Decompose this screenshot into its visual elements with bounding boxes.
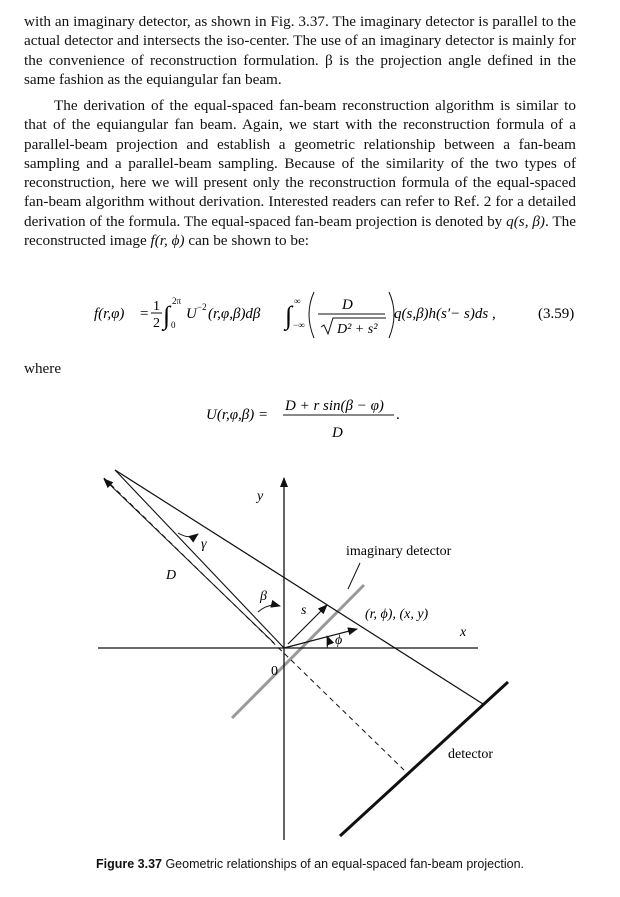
equations [0, 280, 620, 440]
eq-half-den: 2 [153, 316, 160, 331]
label-beta: β [260, 589, 267, 604]
eq-half-num: 1 [153, 299, 160, 314]
projection-symbol: q(s, β) [506, 212, 545, 230]
eq-u-args: (r,φ,β)dβ [208, 306, 261, 322]
where-label: where [24, 360, 62, 377]
eq-paren-left [309, 292, 314, 338]
imaginary-detector-line [232, 585, 364, 718]
eq-u-den: D [332, 425, 343, 440]
eq-integral-1: ∫ [163, 301, 171, 330]
label-phi: ϕ [335, 633, 343, 648]
paragraph-2-text-a: The derivation of the equal-spaced fan-beam reconstruction algorithm is similar to that of the equiangular fan beam. Again, we start with the reconstruction formula of a parallel-beam projection and establish a geometric relationship between a fan-beam sampling and a parallel-beam sampling. Because of the similarity of the two types of reconstruction, here we will present only the reconstruction formula of the equal-spaced fan-beam algorithm without derivation. Interested readers can refer to Ref. 2 for a detailed derivation of the formula. The equal-spaced fan-beam projection is denoted by [24, 97, 576, 230]
fan-ray [115, 470, 483, 704]
eq-int2-lower: −∞ [293, 320, 305, 330]
label-gamma: γ [201, 537, 207, 552]
eq-equals: = [140, 306, 149, 322]
eq-u-term: U [186, 306, 197, 322]
paragraph-2 [24, 96, 576, 250]
label-imaginary-detector: imaginary detector [346, 544, 452, 559]
fan-beam-diagram [0, 460, 620, 860]
eq-frac-den: D² + s² [337, 322, 378, 337]
label-origin: 0 [271, 664, 278, 679]
eq-u-exp: −2 [197, 302, 207, 312]
distance-arrow [104, 479, 274, 643]
phi-arc [327, 636, 328, 648]
caption-text: Geometric relationships of an equal-spaced fan-beam projection. [161, 857, 524, 871]
equation-u [206, 398, 400, 440]
gamma-arc [178, 533, 198, 537]
eq-int2-upper: ∞ [294, 296, 301, 306]
label-x: x [460, 625, 467, 640]
caption-figure-number: Figure 3.37 [95, 857, 162, 871]
figure-caption [0, 857, 620, 871]
eq-integral-2: ∫ [285, 301, 293, 330]
paragraph-2-text-b: . The reconstructed image [24, 212, 577, 250]
paragraph-1: with an imaginary detector, as shown in Fig. 3.37. The imaginary detector is parallel to the actual detector and intersects the iso-center. The use of an imaginary detector is mainly for the convenience of reconstruction formulation. β is the projection angle defined in the same fashion as the equiangular fan beam. [24, 13, 576, 88]
eq-lhs: f(r,φ) [94, 306, 125, 322]
r-vector [284, 629, 357, 648]
imaginary-detector-pointer [348, 563, 360, 589]
equation-3-59 [94, 292, 574, 338]
label-detector: detector [448, 747, 494, 762]
beta-arc [258, 605, 280, 612]
paragraph-2-text-c: can be shown to be: [184, 232, 309, 250]
eq-u-lhs: U(r,φ,β) = [206, 407, 269, 423]
eq-u-trail: . [396, 407, 400, 423]
eq-int1-lower: 0 [171, 320, 176, 330]
label-D: D [166, 568, 177, 583]
label-s: s [301, 603, 307, 618]
eq-int1-upper: 2π [172, 296, 182, 306]
eq-u-num: D + r sin(β − φ) [285, 398, 384, 414]
eq-number: (3.59) [538, 306, 575, 322]
label-point: (r, ϕ), (x, y) [365, 607, 429, 622]
label-y: y [257, 489, 264, 504]
eq-frac-num: D [342, 297, 353, 313]
image-symbol: f(r, ϕ) [150, 232, 185, 250]
eq-rest: q(s,β)h(s′− s)ds , [394, 306, 496, 322]
